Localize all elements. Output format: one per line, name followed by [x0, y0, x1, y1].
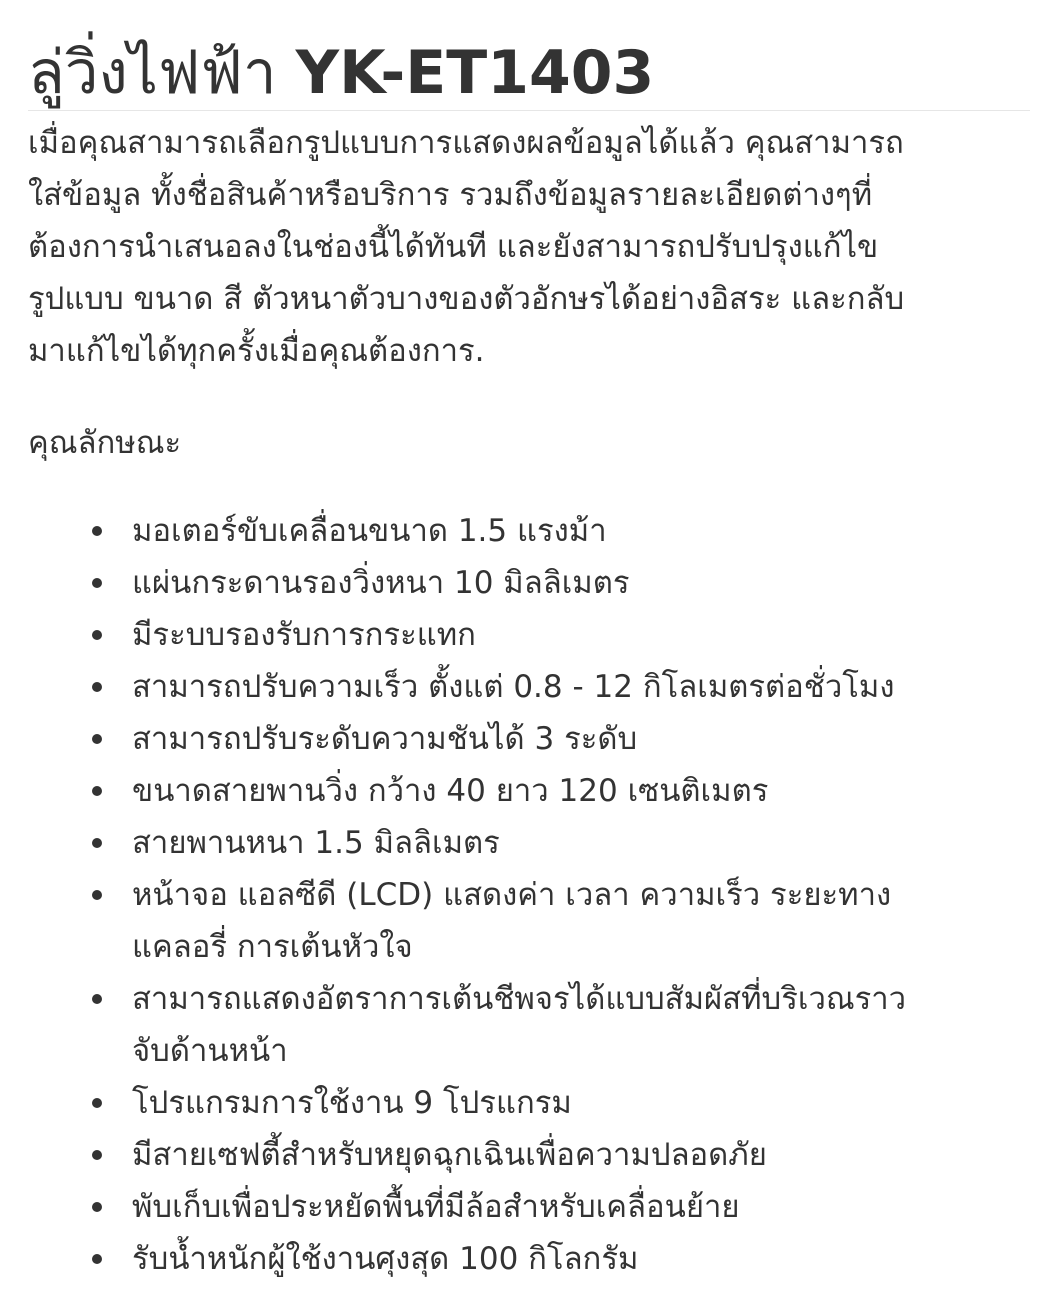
list-item	[132, 817, 1030, 869]
list-item	[132, 1181, 1030, 1233]
intro-paragraph	[28, 117, 1030, 377]
list-item-text: มอเตอร์ขับเคลื่อนขนาด 1.5 แรงม้า	[132, 513, 607, 549]
list-item-text: สามารถแสดงอัตราการเต้นชีพจรได้แบบสัมผัสที่บริเวณราว	[132, 981, 907, 1017]
features-list	[28, 505, 1030, 1285]
list-item-text: โปรแกรมการใช้งาน 9 โปรแกรม	[132, 1085, 572, 1121]
title-thai: ลู่วิ่งไฟฟ้า	[28, 38, 296, 108]
list-item-text: มีระบบรองรับการกระแทก	[132, 617, 476, 653]
list-item	[132, 973, 1030, 1077]
list-item-text: มีสายเซฟตี้สำหรับหยุดฉุกเฉินเพื่อความปลอดภัย	[132, 1137, 767, 1173]
list-item	[132, 1129, 1030, 1181]
list-item-text: สามารถปรับความเร็ว ตั้งแต่ 0.8 - 12 กิโลเมตรต่อชั่วโมง	[132, 669, 895, 705]
list-item-text: พับเก็บเพื่อประหยัดพื้นที่มีล้อสำหรับเคลื่อนย้าย	[132, 1189, 740, 1225]
list-item	[132, 713, 1030, 765]
list-item-text: หน้าจอ แอลซีดี (LCD) แสดงค่า เวลา ความเร็ว ระยะทาง	[132, 877, 892, 913]
bullet-icon	[92, 682, 102, 692]
list-item-text: จับด้านหน้า	[132, 1033, 288, 1069]
list-item-text: แคลอรี่ การเต้นหัวใจ	[132, 929, 413, 965]
list-item	[132, 505, 1030, 557]
bullet-icon	[92, 838, 102, 848]
intro-line: รูปแบบ ขนาด สี ตัวหนาตัวบางของตัวอักษรได้อย่างอิสระ และกลับ	[28, 281, 905, 317]
list-item-text: รับน้ำหนักผู้ใช้งานศุงสุด 100 กิโลกรัม	[132, 1241, 639, 1277]
intro-line: มาแก้ไขได้ทุกครั้งเมื่อคุณต้องการ.	[28, 333, 485, 369]
bullet-icon	[92, 1202, 102, 1212]
bullet-icon	[92, 1150, 102, 1160]
list-item-text: ขนาดสายพานวิ่ง กว้าง 40 ยาว 120 เซนติเมตร	[132, 773, 769, 809]
product-description	[28, 38, 1030, 1285]
list-item	[132, 1233, 1030, 1285]
bullet-icon	[92, 1254, 102, 1264]
list-item-text: สายพานหนา 1.5 มิลลิเมตร	[132, 825, 500, 861]
title-model: YK-ET1403	[295, 38, 655, 108]
bullet-icon	[92, 734, 102, 744]
list-item-text: แผ่นกระดานรองวิ่งหนา 10 มิลลิเมตร	[132, 565, 630, 601]
bullet-icon	[92, 786, 102, 796]
list-item	[132, 765, 1030, 817]
intro-line: ใส่ข้อมูล ทั้งชื่อสินค้าหรือบริการ รวมถึงข้อมูลรายละเอียดต่างๆที่	[28, 177, 873, 213]
bullet-icon	[92, 526, 102, 536]
bullet-icon	[92, 1098, 102, 1108]
bullet-icon	[92, 630, 102, 640]
bullet-icon	[92, 578, 102, 588]
list-item	[132, 661, 1030, 713]
list-item	[132, 609, 1030, 661]
bullet-icon	[92, 994, 102, 1004]
list-item	[132, 557, 1030, 609]
features-heading: คุณลักษณะ	[28, 425, 182, 461]
intro-line: เมื่อคุณสามารถเลือกรูปแบบการแสดงผลข้อมูลได้แล้ว คุณสามารถ	[28, 125, 904, 161]
list-item-text: สามารถปรับระดับความชันได้ 3 ระดับ	[132, 721, 638, 757]
bullet-icon	[92, 890, 102, 900]
page-title	[28, 38, 1030, 111]
list-item	[132, 1077, 1030, 1129]
list-item	[132, 869, 1030, 973]
intro-line: ต้องการนำเสนอลงในช่องนี้ได้ทันที และยังสามารถปรับปรุงแก้ไข	[28, 229, 879, 265]
